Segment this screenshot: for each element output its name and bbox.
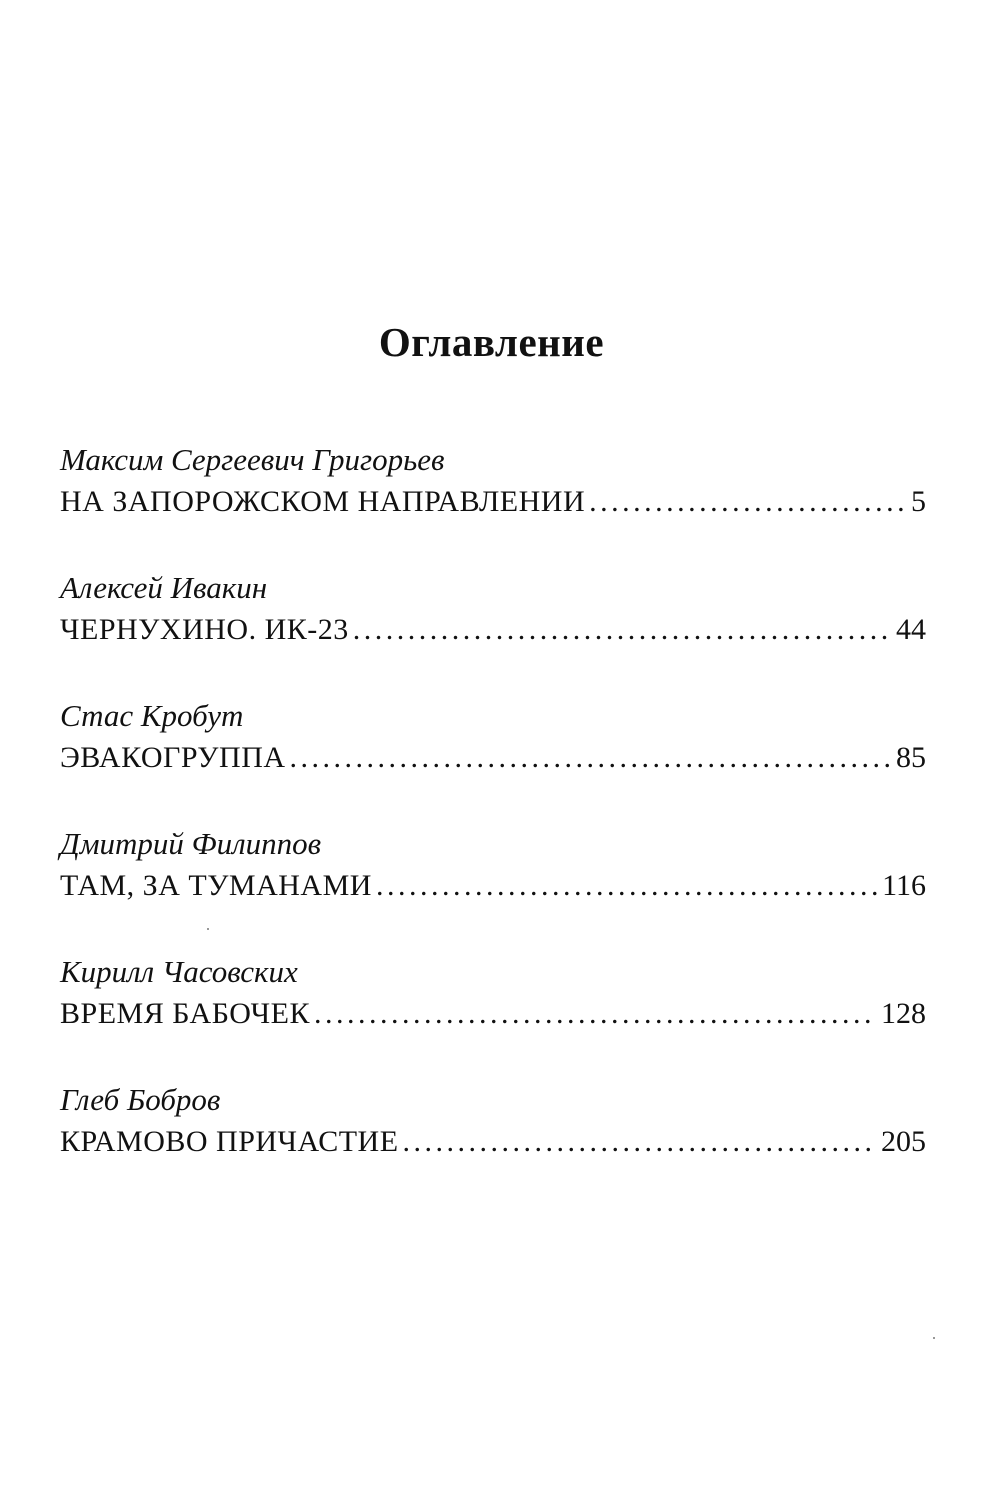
toc-line — [60, 736, 926, 780]
toc-author: Дмитрий Филиппов — [60, 826, 322, 861]
dot-leader — [589, 480, 907, 524]
toc-entry — [60, 696, 926, 824]
toc-author: Стас Кробут — [60, 698, 244, 733]
dot-leader — [376, 864, 878, 908]
toc-line — [60, 480, 926, 524]
dot-leader — [403, 1120, 877, 1164]
toc-work-title: НА ЗАПОРОЖСКОМ НАПРАВЛЕНИИ — [60, 485, 586, 518]
toc-line — [60, 1120, 926, 1164]
table-of-contents — [60, 440, 926, 1208]
dot-leader — [353, 608, 892, 652]
toc-author: Кирилл Часовских — [60, 954, 298, 989]
dot-leader — [290, 736, 892, 780]
toc-page-number: 128 — [881, 997, 926, 1030]
toc-author: Алексей Ивакин — [60, 570, 268, 605]
toc-work-title: ЭВАКОГРУППА — [60, 741, 286, 774]
toc-entry — [60, 440, 926, 568]
toc-page-number: 85 — [896, 741, 926, 774]
toc-entry — [60, 824, 926, 952]
toc-work-title: ВРЕМЯ БАБОЧЕК — [60, 997, 310, 1030]
toc-line — [60, 992, 926, 1036]
toc-entry — [60, 568, 926, 696]
page-title: Оглавление — [378, 319, 605, 366]
toc-page-number: 205 — [881, 1125, 926, 1158]
toc-work-title: ЧЕРНУХИНО. ИК-23 — [60, 613, 349, 646]
toc-line — [60, 608, 926, 652]
print-speck — [207, 928, 209, 930]
print-speck — [933, 1337, 935, 1339]
toc-page-number: 116 — [882, 869, 926, 902]
toc-page-number: 44 — [896, 613, 926, 646]
toc-author: Глеб Бобров — [60, 1082, 221, 1117]
toc-line — [60, 864, 926, 908]
toc-entry — [60, 1080, 926, 1208]
toc-page-number: 5 — [911, 485, 926, 518]
toc-entry — [60, 952, 926, 1080]
toc-author: Максим Сергеевич Григорьев — [60, 442, 445, 477]
dot-leader — [314, 992, 877, 1036]
toc-work-title: ТАМ, ЗА ТУМАНАМИ — [60, 869, 372, 902]
toc-work-title: КРАМОВО ПРИЧАСТИЕ — [60, 1125, 399, 1158]
